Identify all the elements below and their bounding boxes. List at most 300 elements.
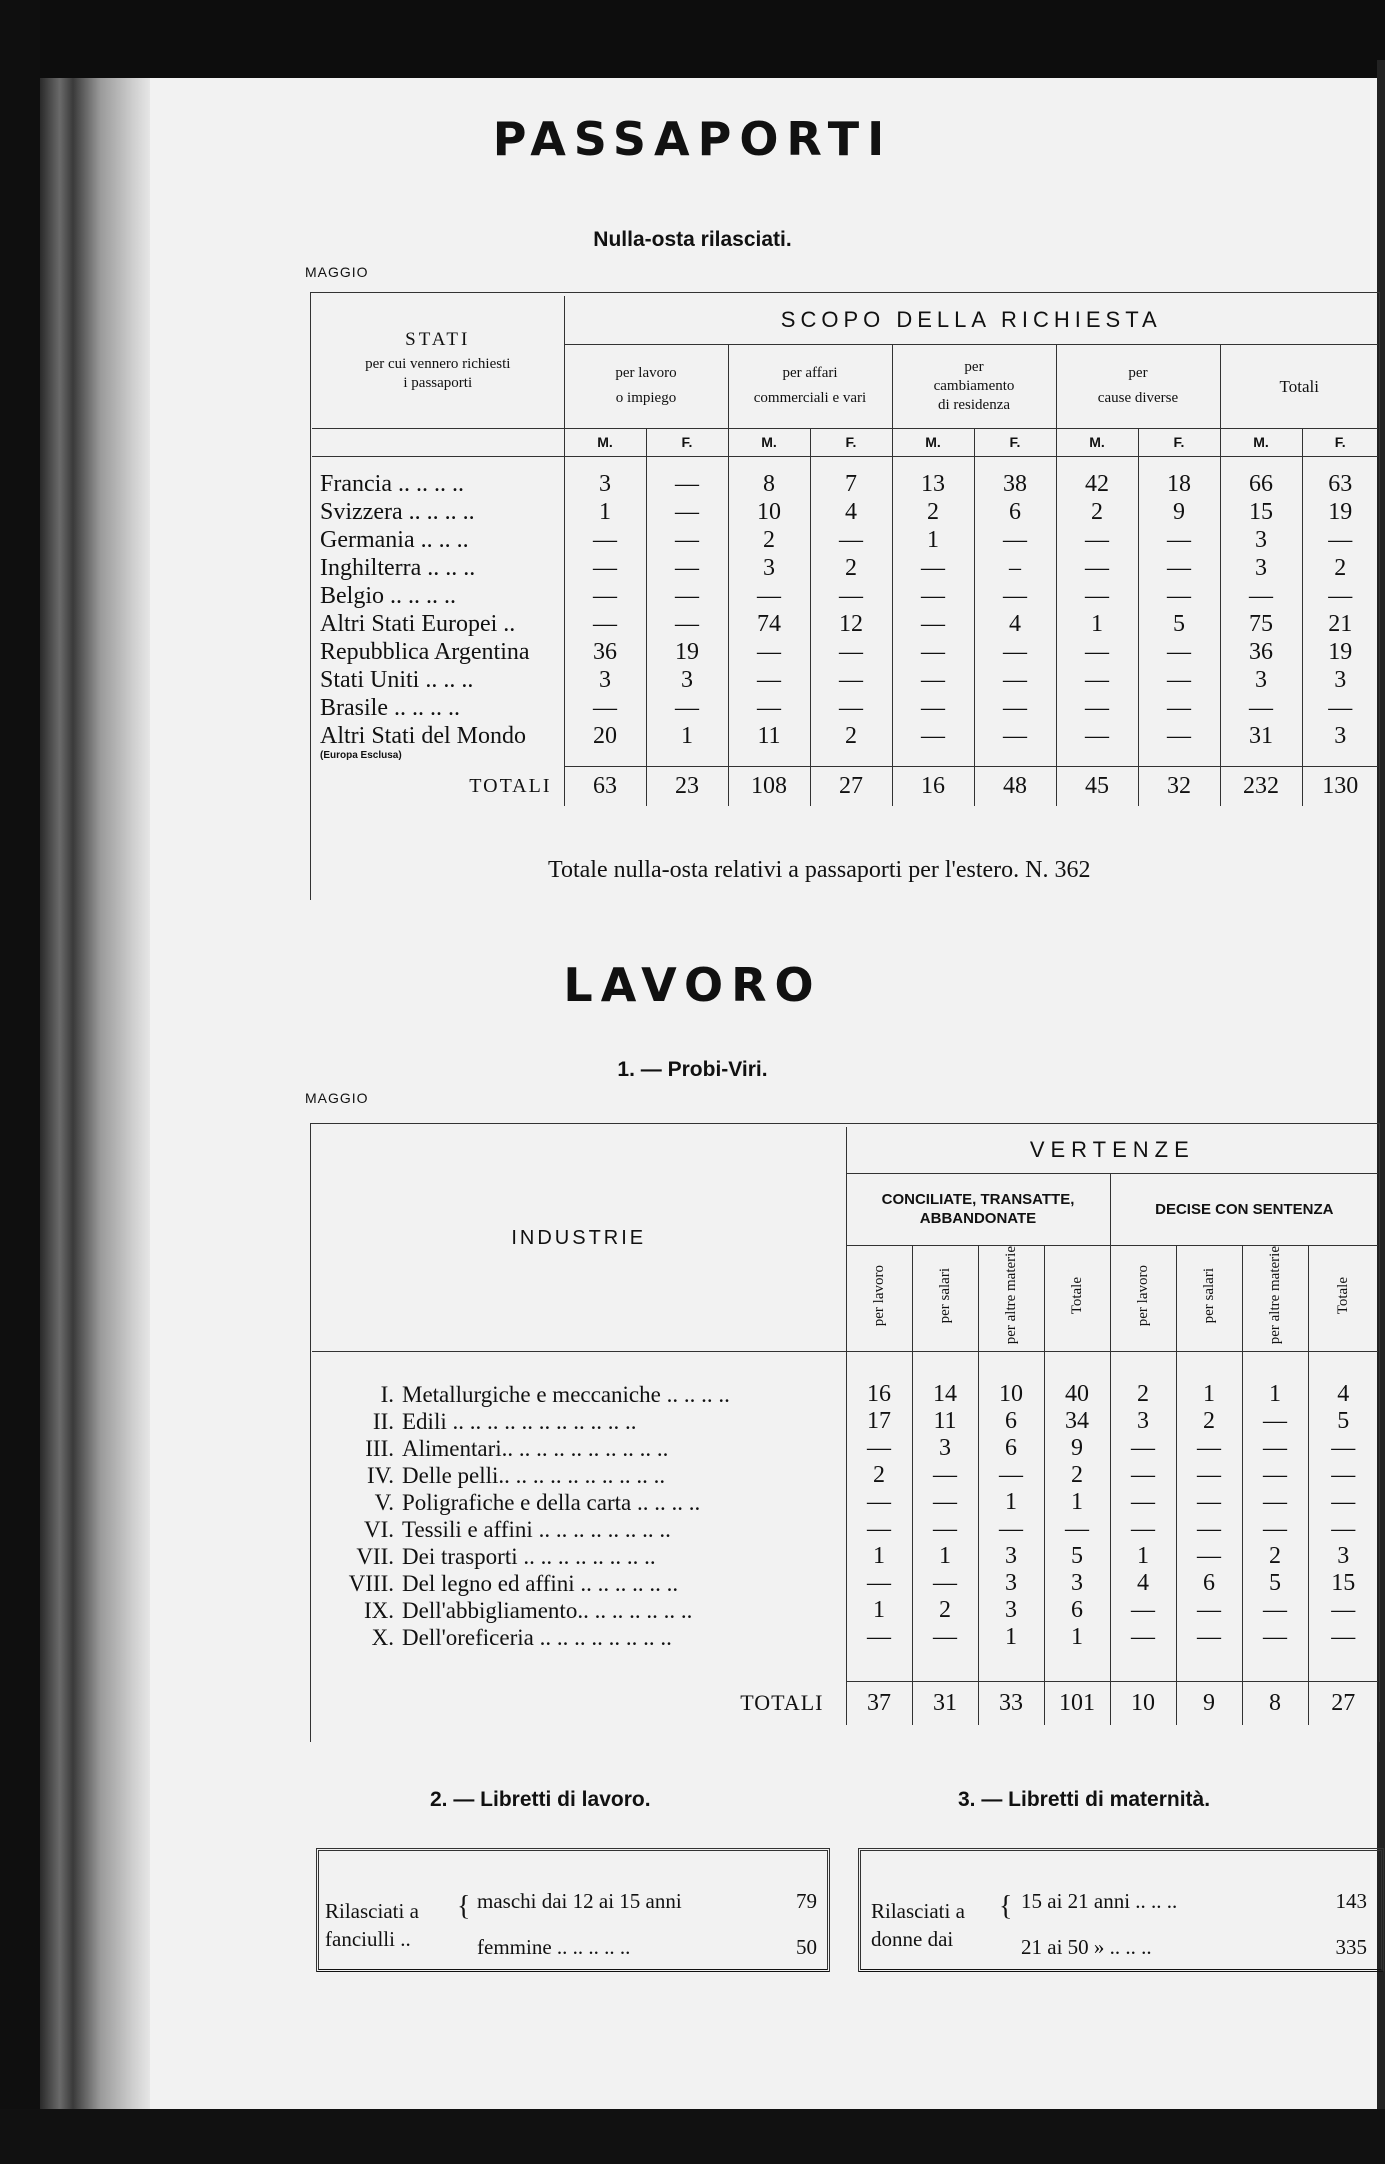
table-cell: 11: [912, 1408, 978, 1435]
conciliate-header-l1: CONCILIATE, TRANSATTE,: [881, 1191, 1075, 1208]
table-row: [312, 470, 1378, 498]
table-cell: 17: [846, 1408, 912, 1435]
table-cell: —: [1308, 1489, 1378, 1516]
industry-label: Del legno ed affini .. .. .. .. .. ..: [402, 1570, 679, 1596]
table-cell: 6: [974, 498, 1056, 526]
total-cell: 108: [728, 766, 810, 806]
table-cell: 3: [1302, 722, 1378, 750]
table-cell: —: [974, 722, 1056, 750]
col-m-label: M.: [1056, 428, 1138, 456]
group-cause-l1: per: [1128, 365, 1148, 381]
table-cell: 1: [1056, 610, 1138, 638]
table-cell: 1: [1044, 1489, 1110, 1516]
table-cell: —: [974, 638, 1056, 666]
table-cell: 5: [1308, 1408, 1378, 1435]
group-lavoro-l1: per lavoro: [615, 365, 677, 381]
table-cell: 3: [912, 1435, 978, 1462]
table-cell: 36: [564, 638, 646, 666]
table-cell: 3: [564, 470, 646, 498]
table-cell: —: [1302, 582, 1378, 610]
passaporti-subtitle: Nulla-osta rilasciati.: [593, 228, 792, 251]
libretti-lavoro-row2: [477, 1935, 817, 1960]
industry-number: VII.: [356, 1543, 394, 1569]
table-row: [312, 1489, 1378, 1516]
table-cell: 11: [728, 722, 810, 750]
europa-esclusa-note: (Europa Esclusa): [320, 750, 402, 761]
table-cell: —: [810, 666, 892, 694]
table-cell: 3: [1308, 1543, 1378, 1570]
libretti-lavoro-label: [325, 1897, 419, 1953]
table-cell: —: [564, 694, 646, 722]
column-header: [1242, 1245, 1308, 1351]
col-m-label: M.: [728, 428, 810, 456]
industry-label: Delle pelli.. .. .. .. .. .. .. .. .. ..: [402, 1462, 666, 1488]
table-cell: —: [978, 1462, 1044, 1489]
table-row: [312, 1435, 1378, 1462]
table-cell: —: [1138, 638, 1220, 666]
total-cell: 33: [978, 1681, 1044, 1725]
table-cell: 66: [1220, 470, 1302, 498]
conciliate-header: [846, 1173, 1110, 1245]
group-affari-l2: commerciali e vari: [753, 390, 867, 406]
group-affari-l1: per affari: [782, 365, 838, 381]
table-cell: 15: [1308, 1570, 1378, 1597]
industry-name: [312, 1624, 846, 1651]
table-cell: —: [1308, 1597, 1378, 1624]
table-cell: 1: [1044, 1624, 1110, 1651]
table-cell: 10: [728, 498, 810, 526]
group-residenza-l2: di residenza: [937, 396, 1011, 413]
table-cell: —: [846, 1489, 912, 1516]
table-cell: 16: [846, 1381, 912, 1408]
table-cell: 8: [728, 470, 810, 498]
table-cell: 2: [912, 1597, 978, 1624]
table-cell: 2: [846, 1462, 912, 1489]
table-cell: —: [1176, 1489, 1242, 1516]
industry-label: Dell'oreficeria .. .. .. .. .. .. .. ..: [402, 1624, 672, 1650]
table-cell: —: [1138, 554, 1220, 582]
table-cell: —: [1220, 582, 1302, 610]
table-cell: 4: [974, 610, 1056, 638]
table-cell: 15: [1220, 498, 1302, 526]
total-cell: 16: [892, 766, 974, 806]
table-cell: —: [1242, 1462, 1308, 1489]
table-cell: 6: [1044, 1597, 1110, 1624]
table-cell: —: [1138, 582, 1220, 610]
table-cell: —: [564, 526, 646, 554]
libretti-maternita-row2-value: 335: [1335, 1935, 1367, 1959]
total-cell: 27: [1308, 1681, 1378, 1725]
group-cause-header: [1056, 344, 1220, 428]
country-name: Germania .. .. ..: [320, 526, 469, 553]
col-m-label: M.: [1220, 428, 1302, 456]
table-cell: —: [1056, 526, 1138, 554]
libretti-lavoro-row1: [477, 1889, 817, 1914]
table-cell: —: [1138, 722, 1220, 750]
table-cell: —: [1056, 694, 1138, 722]
passaporti-month: MAGGIO: [305, 264, 369, 280]
industry-name: [312, 1516, 846, 1543]
group-lavoro-header: [564, 344, 728, 428]
conciliate-header-l2: ABBANDONATE: [919, 1210, 1037, 1227]
table-cell: 1: [892, 526, 974, 554]
table-cell: —: [728, 582, 810, 610]
total-cell: 130: [1302, 766, 1378, 806]
table-cell: —: [1242, 1489, 1308, 1516]
table-cell: —: [846, 1516, 912, 1543]
table-cell: 3: [1220, 526, 1302, 554]
table-row: [312, 1516, 1378, 1543]
country-name: Altri Stati Europei ..: [320, 610, 516, 637]
column-header-label: per lavoro: [1134, 1264, 1151, 1327]
table-cell: —: [892, 610, 974, 638]
total-cell: 63: [564, 766, 646, 806]
table-row: [312, 526, 1378, 554]
table-cell: —: [564, 610, 646, 638]
table-cell: —: [1110, 1516, 1176, 1543]
industry-name: [312, 1570, 846, 1597]
table-cell: —: [974, 582, 1056, 610]
scopo-header: SCOPO DELLA RICHIESTA: [564, 296, 1378, 344]
table-row: [312, 1381, 1378, 1408]
industry-number: VIII.: [348, 1570, 394, 1596]
column-header: [1176, 1245, 1242, 1351]
table-cell: 38: [974, 470, 1056, 498]
industry-label: Dei trasporti .. .. .. .. .. .. .. ..: [402, 1543, 656, 1569]
scan-border-top: [0, 0, 1385, 78]
table-cell: 21: [1302, 610, 1378, 638]
table-cell: 74: [728, 610, 810, 638]
column-header-label: per altre materie: [1266, 1246, 1283, 1345]
table-cell: —: [810, 638, 892, 666]
table-cell: —: [564, 554, 646, 582]
industry-name: [312, 1597, 846, 1624]
libretti-lavoro-row2-text: femmine .. .. .. .. ..: [477, 1935, 631, 1959]
table-cell: 3: [1220, 666, 1302, 694]
total-cell: 27: [810, 766, 892, 806]
total-cell: 31: [912, 1681, 978, 1725]
table-cell: —: [892, 638, 974, 666]
table-cell: 18: [1138, 470, 1220, 498]
country-name: Brasile .. .. .. ..: [320, 694, 460, 721]
table-cell: –: [974, 554, 1056, 582]
group-lavoro-l2: o impiego: [615, 390, 677, 406]
industry-number: V.: [374, 1489, 394, 1515]
column-header-label: per salari: [1200, 1267, 1217, 1324]
total-cell: 232: [1220, 766, 1302, 806]
industry-number: III.: [365, 1435, 394, 1461]
passaporti-footer: [548, 857, 1090, 884]
libretti-maternita-row2: [1021, 1935, 1367, 1960]
book-gutter: [40, 78, 150, 2109]
total-cell: 32: [1138, 766, 1220, 806]
table-row: [312, 1570, 1378, 1597]
table-cell: —: [1242, 1624, 1308, 1651]
industry-label: Dell'abbigliamento.. .. .. .. .. .. ..: [402, 1597, 693, 1623]
table-cell: —: [974, 666, 1056, 694]
brace-icon: {: [457, 1891, 471, 1922]
column-header-label: per lavoro: [870, 1264, 887, 1327]
scan-border-left: [0, 0, 40, 2164]
total-cell: 23: [646, 766, 728, 806]
stati-title: STATI: [405, 329, 471, 351]
table-cell: 14: [912, 1381, 978, 1408]
table-cell: 2: [810, 722, 892, 750]
column-header: [1044, 1245, 1110, 1351]
table-row: [312, 610, 1378, 638]
col-f-label: F.: [646, 428, 728, 456]
total-cell: 10: [1110, 1681, 1176, 1725]
table-cell: —: [1056, 582, 1138, 610]
table-row: [312, 666, 1378, 694]
industry-number: II.: [372, 1408, 394, 1434]
table-cell: —: [646, 694, 728, 722]
table-cell: —: [1220, 694, 1302, 722]
table-cell: 19: [1302, 638, 1378, 666]
libretti-lavoro-row1-value: 79: [796, 1889, 817, 1913]
table-cell: —: [646, 554, 728, 582]
passaporti-table: [312, 296, 1378, 806]
column-header-label: per salari: [936, 1267, 953, 1324]
table-cell: —: [1302, 694, 1378, 722]
group-residenza-l1: cambiamento: [933, 377, 1015, 394]
libretti-lavoro-row1-text: maschi dai 12 ai 15 anni: [477, 1889, 682, 1913]
table-cell: 34: [1044, 1408, 1110, 1435]
table-cell: —: [1056, 666, 1138, 694]
industry-number: X.: [371, 1624, 394, 1650]
table-cell: —: [912, 1462, 978, 1489]
table-cell: —: [1138, 666, 1220, 694]
table-cell: —: [892, 694, 974, 722]
table-cell: —: [1056, 722, 1138, 750]
column-header: [1308, 1245, 1378, 1351]
libretti-maternita-box: [858, 1848, 1384, 1972]
table-cell: 1: [1242, 1381, 1308, 1408]
table-cell: 5: [1138, 610, 1220, 638]
table-cell: —: [892, 722, 974, 750]
table-cell: 1: [978, 1489, 1044, 1516]
table-cell: 31: [1220, 722, 1302, 750]
table-cell: 3: [1110, 1408, 1176, 1435]
total-cell: 8: [1242, 1681, 1308, 1725]
column-header: [912, 1245, 978, 1351]
table-cell: 75: [1220, 610, 1302, 638]
col-f-label: F.: [1302, 428, 1378, 456]
total-cell: 101: [1044, 1681, 1110, 1725]
table-cell: 2: [892, 498, 974, 526]
col-f-label: F.: [810, 428, 892, 456]
table-cell: 3: [978, 1570, 1044, 1597]
table-cell: —: [1176, 1624, 1242, 1651]
libretti-lavoro-label2: fanciulli ..: [325, 1927, 411, 1951]
table-cell: —: [1044, 1516, 1110, 1543]
table-cell: —: [728, 638, 810, 666]
table-cell: —: [810, 526, 892, 554]
table-cell: 3: [1220, 554, 1302, 582]
table-cell: 2: [1302, 554, 1378, 582]
table-cell: —: [646, 610, 728, 638]
table-cell: —: [728, 694, 810, 722]
passaporti-title: PASSAPORTI: [492, 112, 893, 166]
stati-subtitle-1: per cui vennero richiesti: [365, 356, 511, 373]
table-cell: —: [1242, 1408, 1308, 1435]
probi-viri-table: [312, 1127, 1378, 1725]
table-cell: —: [1308, 1624, 1378, 1651]
table-cell: 2: [1056, 498, 1138, 526]
libretti-lavoro-box: [316, 1848, 830, 1972]
table-cell: —: [1110, 1462, 1176, 1489]
libretti-maternita-label2: donne dai: [871, 1927, 954, 1951]
table-cell: 20: [564, 722, 646, 750]
country-name: Repubblica Argentina: [320, 638, 530, 665]
table-cell: —: [1056, 638, 1138, 666]
table-cell: 19: [1302, 498, 1378, 526]
total-cell: 48: [974, 766, 1056, 806]
table-row: [312, 1408, 1378, 1435]
industry-number: IX.: [363, 1597, 394, 1623]
industry-label: Tessili e affini .. .. .. .. .. .. .. ..: [402, 1516, 671, 1542]
table-cell: —: [974, 694, 1056, 722]
table-row: [312, 1462, 1378, 1489]
table-cell: —: [1176, 1516, 1242, 1543]
table-cell: 12: [810, 610, 892, 638]
table-cell: —: [1176, 1462, 1242, 1489]
country-name: Altri Stati del Mondo: [320, 722, 526, 749]
table-cell: —: [1138, 526, 1220, 554]
table-cell: 9: [1138, 498, 1220, 526]
col-m-label: M.: [564, 428, 646, 456]
table-cell: 3: [1302, 666, 1378, 694]
libretti-lavoro-label1: Rilasciati a: [325, 1899, 419, 1923]
table-cell: 1: [1176, 1381, 1242, 1408]
lavoro-month: MAGGIO: [305, 1090, 369, 1106]
table-cell: —: [892, 582, 974, 610]
table-cell: —: [912, 1570, 978, 1597]
table-row: [312, 722, 1378, 750]
table-cell: 1: [846, 1543, 912, 1570]
lavoro-title: LAVORO: [563, 958, 822, 1012]
industry-label: Edili .. .. .. .. .. .. .. .. .. .. ..: [402, 1408, 637, 1434]
industry-number: VI.: [363, 1516, 394, 1542]
table-cell: —: [1138, 694, 1220, 722]
table-cell: 2: [1176, 1408, 1242, 1435]
industry-name: [312, 1408, 846, 1435]
table-cell: 2: [810, 554, 892, 582]
table-cell: 10: [978, 1381, 1044, 1408]
group-totali-header: [1220, 344, 1378, 428]
lavoro-totali-label: TOTALI: [740, 1690, 824, 1715]
table-cell: 9: [1044, 1435, 1110, 1462]
industry-label: Metallurgiche e meccaniche .. .. .. ..: [402, 1381, 730, 1407]
table-row: [312, 1624, 1378, 1651]
vertenze-header: VERTENZE: [846, 1127, 1378, 1173]
table-cell: 1: [646, 722, 728, 750]
column-header: [1110, 1245, 1176, 1351]
group-totali-l1: Totali: [1279, 376, 1319, 396]
table-cell: —: [978, 1516, 1044, 1543]
table-cell: —: [1242, 1516, 1308, 1543]
passaporti-footer-value: 362: [1054, 857, 1091, 883]
table-cell: 3: [728, 554, 810, 582]
industry-label: Poligrafiche e della carta .. .. .. ..: [402, 1489, 701, 1515]
table-cell: 7: [810, 470, 892, 498]
table-cell: 42: [1056, 470, 1138, 498]
group-cause-l2: cause diverse: [1097, 390, 1179, 406]
table-cell: —: [912, 1489, 978, 1516]
passaporti-footer-text: Totale nulla-osta relativi a passaporti per l'estero. N.: [548, 857, 1049, 883]
table-cell: —: [1302, 526, 1378, 554]
table-row: [312, 638, 1378, 666]
industry-number: I.: [380, 1381, 394, 1407]
table-row: [312, 498, 1378, 526]
table-cell: —: [912, 1624, 978, 1651]
table-cell: —: [1308, 1435, 1378, 1462]
table-cell: 3: [978, 1543, 1044, 1570]
table-cell: 4: [1110, 1570, 1176, 1597]
table-cell: 40: [1044, 1381, 1110, 1408]
libretti-lavoro-row2-value: 50: [796, 1935, 817, 1959]
table-cell: 63: [1302, 470, 1378, 498]
table-cell: 5: [1242, 1570, 1308, 1597]
table-cell: 1: [1110, 1543, 1176, 1570]
total-cell: 37: [846, 1681, 912, 1725]
table-cell: —: [810, 582, 892, 610]
table-cell: —: [1110, 1624, 1176, 1651]
table-cell: 2: [1044, 1462, 1110, 1489]
table-cell: 19: [646, 638, 728, 666]
table-cell: —: [1110, 1435, 1176, 1462]
table-cell: —: [564, 582, 646, 610]
table-cell: 4: [810, 498, 892, 526]
libretti-maternita-label: [871, 1897, 965, 1953]
scan-border-bottom: [0, 2109, 1385, 2164]
table-cell: 3: [978, 1597, 1044, 1624]
table-cell: —: [1308, 1462, 1378, 1489]
table-cell: —: [892, 554, 974, 582]
table-row: [312, 582, 1378, 610]
table-cell: —: [846, 1624, 912, 1651]
industry-name: [312, 1435, 846, 1462]
col-f-label: F.: [974, 428, 1056, 456]
table-cell: 4: [1308, 1381, 1378, 1408]
col-f-label: F.: [1138, 428, 1220, 456]
group-residenza-header: [892, 344, 1056, 428]
table-cell: —: [846, 1570, 912, 1597]
industry-name: [312, 1462, 846, 1489]
libretti-maternita-row1: [1021, 1889, 1367, 1914]
table-cell: 2: [728, 526, 810, 554]
libretti-maternita-label1: Rilasciati a: [871, 1899, 965, 1923]
decise-header: DECISE CON SENTENZA: [1110, 1173, 1378, 1245]
table-cell: 13: [892, 470, 974, 498]
column-header-label: Totale: [1334, 1276, 1351, 1315]
passaporti-totali-label: TOTALI: [469, 774, 552, 797]
table-cell: —: [974, 526, 1056, 554]
table-cell: —: [1308, 1516, 1378, 1543]
table-cell: —: [1056, 554, 1138, 582]
country-name: Stati Uniti .. .. ..: [320, 666, 474, 693]
table-cell: 1: [978, 1624, 1044, 1651]
libretti-maternita-title: 3. — Libretti di maternità.: [958, 1788, 1211, 1811]
stati-subtitle-2: i passaporti: [403, 375, 473, 392]
libretti-maternita-row2-text: 21 ai 50 » .. .. ..: [1021, 1935, 1152, 1959]
country-name: Belgio .. .. .. ..: [320, 582, 456, 609]
table-cell: 3: [646, 666, 728, 694]
table-cell: —: [846, 1435, 912, 1462]
table-cell: —: [912, 1516, 978, 1543]
libretti-maternita-row1-text: 15 ai 21 anni .. .. ..: [1021, 1889, 1178, 1913]
libretti-maternita-row1-value: 143: [1335, 1889, 1367, 1913]
